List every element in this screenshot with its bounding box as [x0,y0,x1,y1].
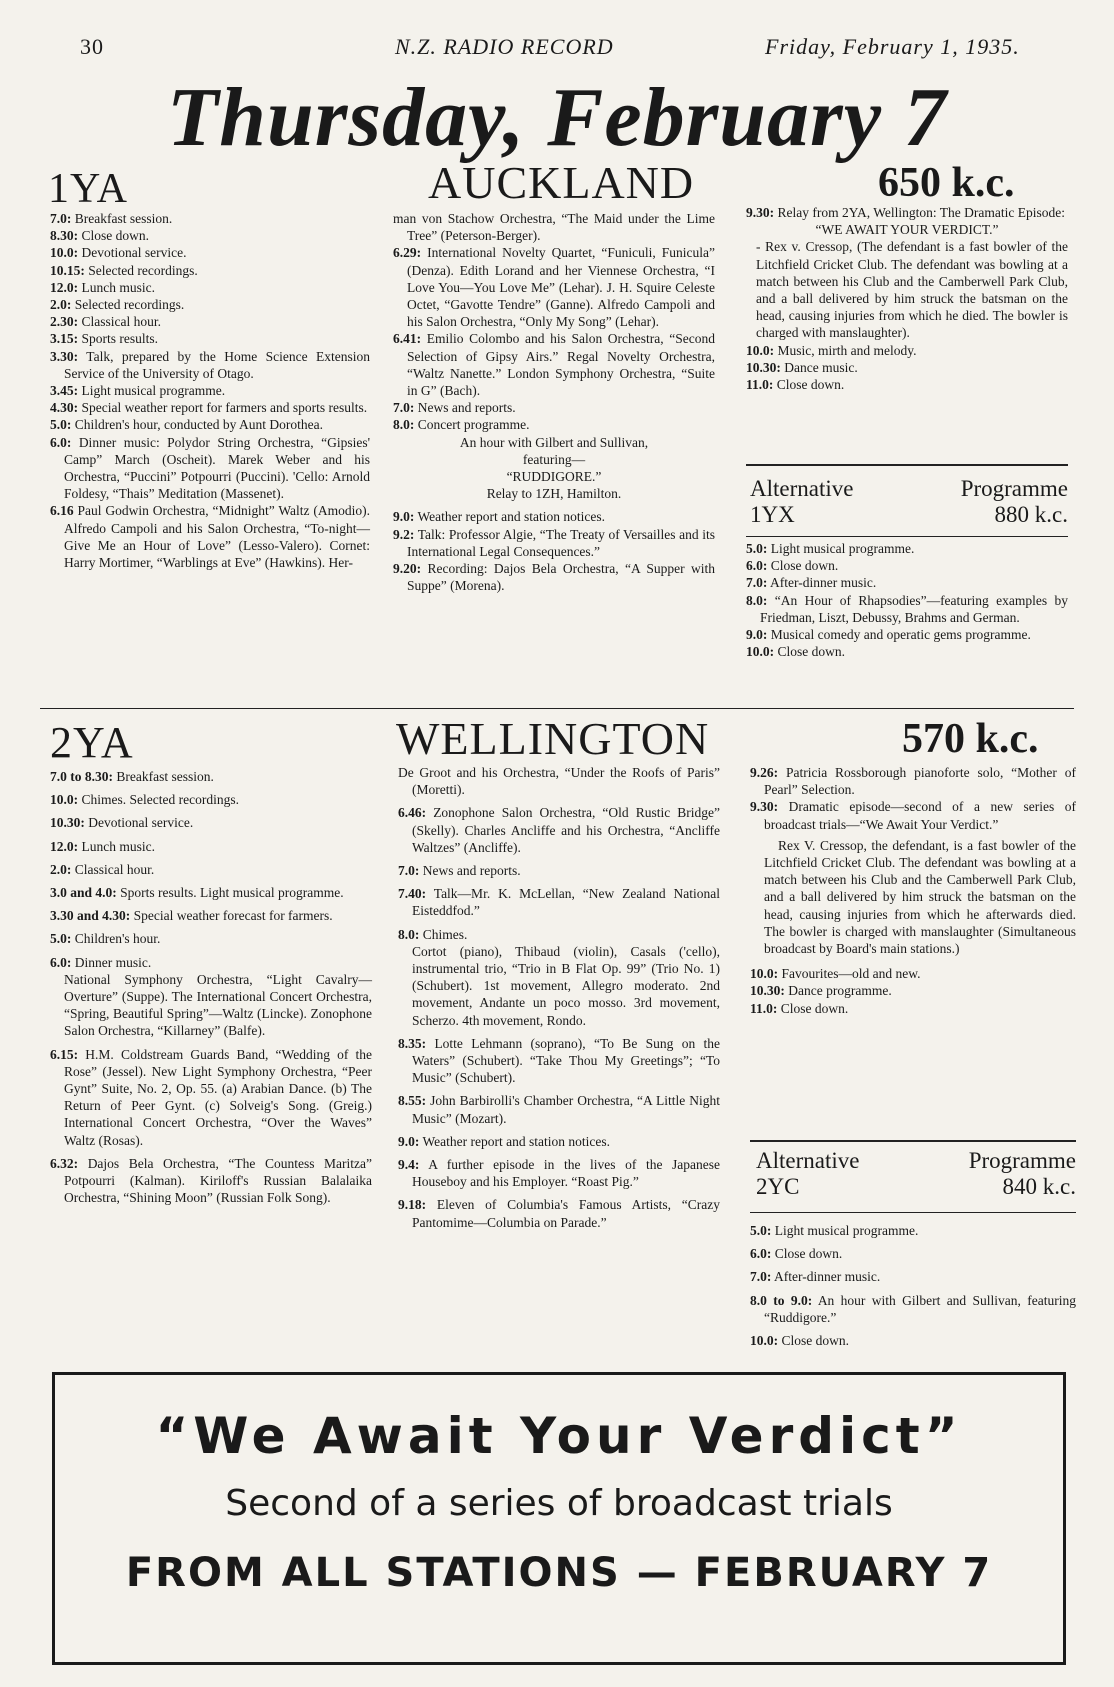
entry-time: 7.0 to 8.30: [50,769,113,784]
alt-label-1: Alternative [756,1148,860,1173]
schedule-entry [750,1222,1076,1239]
entry-time: 8.55: [398,1093,427,1109]
entry-text: Light musical programme. [774,1223,919,1238]
entry-time: 10.0: [50,245,79,261]
schedule-entry [50,244,370,261]
entry-text: News and reports. [417,400,516,416]
alt-label-2: Programme [968,1148,1076,1173]
entry-text: Chimes. Selected recordings. [81,792,239,808]
entry-time: 9.30: [750,799,779,815]
schedule-entry [398,926,720,943]
station-frequency-650: 650 k.c. [878,160,1015,206]
schedule-entry [750,1292,1076,1326]
entry-time: 6.0: [746,558,768,574]
entry-text: An hour with Gilbert and Sullivan, featuring “Ruddigore.” [764,1292,1076,1325]
schedule-entry [50,907,372,924]
schedule-column-2ya-2 [398,764,720,1237]
schedule-entry [50,296,370,313]
entry-time: 9.0: [746,627,768,643]
schedule-entry [393,560,715,594]
entry-time: 11.0: [750,1000,778,1016]
schedule-entry [50,1155,372,1207]
entry-text: Zonophone Salon Orchestra, “Old Rustic Bridge” (Skelly). Charles Ancliffe and his Orchestra, “Ancliffe Waltzes” (Ancliffe). [412,805,720,855]
episode-description: Rex V. Cressop, the defendant, is a fast bowler of the Litchfield Cricket Club. The defendant was bowling at a match between his Club and the Camberwell Park Club, and a ball delivered by him struck the batsman on the head, causing injuries from which he afterwards died. The bowler is charged with manslaughter (Simultaneous broadcast by Board's main stations.) [764,837,1076,957]
schedule-entry [746,540,1068,557]
entry-text: Close down. [781,1333,849,1349]
schedule-column-2ya-3 [750,764,1076,1017]
entry-text: Talk—Mr. K. McLellan, “New Zealand National Eisteddfod.” [412,886,720,919]
entry-time: 3.15: [50,331,79,347]
entry-time: 10.0: [746,644,775,660]
page-number: 30 [80,34,104,59]
alt-frequency: 880 k.c. [994,502,1068,527]
entry-time: 7.0: [393,400,415,416]
schedule-entry [50,279,370,296]
entry-text: Sports results. [81,331,159,347]
entry-time: 5.0: [746,541,768,556]
entry-time: 6.16 [50,503,74,519]
entry-time: 12.0: [50,279,79,295]
issue-date: Friday, February 1, 1935. [765,34,1020,59]
entry-time: 3.0 and 4.0: [50,885,117,901]
entry-time: 11.0: [746,377,774,393]
station-city-wellington: WELLINGTON [396,713,710,764]
trio-detail: Cortot (piano), Thibaud (violin), Casals ('cello), instrumental trio, “Trio in B Flat Op. 99” (Trio No. 1) (Schubert). 1st movement, Allegro moderato. 2nd movement, Andante un poco mosso. 3rd movement, Scherzo. 4th movement, Rondo. [412,943,720,1028]
entry-text: Close down. [776,377,845,393]
dinner-music-detail: National Symphony Orchestra, “Light Cavalry—Overture” (Suppe). The International Concert Orchestra, “Spring, Beautiful Spring”—Waltz (Lincke). Zonophone Salon Orchestra, “Killarney” (Balfe). [64,971,372,1039]
schedule-entry [50,768,372,785]
entry-time: 8.0 to 9.0: [750,1292,813,1308]
entry-text: De Groot and his Orchestra, “Under the Roofs of Paris” (Moretti). [398,765,720,798]
entry-time: 4.30: [50,400,79,416]
entry-time: 7.0: [746,575,768,591]
schedule-entry [746,643,1068,660]
station-call-1ya: 1YA [48,166,129,212]
concert-relay: Relay to 1ZH, Hamilton. [486,486,622,502]
entry-text: Light musical programme. [81,383,226,399]
schedule-entry [50,884,372,901]
schedule-entry [398,1133,720,1150]
schedule-entry [50,838,372,855]
schedule-entry [50,814,372,831]
entry-time: 5.0: [50,931,72,947]
entry-time: 9.26: [750,765,779,780]
schedule-entry [50,954,372,971]
schedule-entry [746,557,1068,574]
divider-rule [746,536,1068,537]
entry-text: Selected recordings. [88,262,198,278]
entry-text: Paul Godwin Orchestra, “Midnight” Waltz (Amodio). Alfredo Campoli and his Salon Orchestra, “To-night—Give Me an Hour of Love” (Lesso-Valero). Cornet: Harry Mortimer, “Warblings at Eve” (Hawkins). Her- [64,503,371,571]
schedule-entry [750,965,1076,982]
entry-time: 9.0: [398,1133,420,1149]
schedule-entry [50,348,370,382]
entry-time: 8.35: [398,1035,427,1051]
schedule-entry [50,399,370,416]
schedule-column-1ya-1 [50,210,370,571]
schedule-entry [398,862,720,879]
schedule-entry [393,330,715,399]
schedule-entry [50,930,372,947]
entry-text: Classical hour. [74,861,155,877]
schedule-entry [50,502,370,571]
entry-text: Close down. [774,1246,843,1262]
schedule-entry [50,791,372,808]
schedule-entry [393,508,715,525]
entry-text: Dinner music. [74,954,152,970]
entry-time: 9.0: [393,509,415,525]
entry-text: Selected recordings. [74,297,185,313]
entry-text: Dajos Bela Orchestra, “The Countess Maritza” Potpourri (Kalman). Kiriloff's Russian Balalaika Orchestra, “Shining Moon” (Russian Folk Song). [64,1155,372,1206]
schedule-entry [50,262,370,279]
entry-time: 10.0: [750,1333,779,1349]
entry-time: 9.2: [393,526,415,542]
episode-title: “WE AWAIT YOUR VERDICT.” [815,222,999,238]
entry-time: 10.0: [750,966,779,982]
schedule-entry [393,399,715,416]
schedule-entry [393,526,715,560]
alt-programme-2yc-heading [756,1148,1076,1208]
schedule-entry [746,376,1068,393]
schedule-entry [750,1332,1076,1349]
schedule-entry [50,416,370,433]
alt-label-2: Programme [960,476,1068,501]
schedule-entry [750,1268,1076,1285]
entry-time: 6.0: [50,434,72,450]
entry-time: 7.0: [750,1269,772,1285]
alt-programme-2yc-list [750,1222,1076,1355]
entry-time: 9.20: [393,561,422,577]
entry-time: 5.0: [50,417,72,433]
entry-text: Light musical programme. [770,541,915,556]
entry-text: Concert programme. [417,417,530,433]
advert-footer: FROM ALL STATIONS — FEBRUARY 7 [125,1550,993,1596]
alt-station: 1YX [750,502,795,527]
station-call-2ya: 2YA [50,718,134,767]
entry-text: Lunch music. [81,279,155,295]
entry-text: Dance programme. [788,983,892,999]
entry-time: 6.15: [50,1046,79,1062]
alt-programme-1yx-heading [750,476,1068,536]
entry-time: 5.0: [750,1223,772,1238]
entry-time: 2.30: [50,314,79,330]
entry-text: Music, mirth and melody. [777,342,917,358]
entry-text: Talk: Professor Algie, “The Treaty of Versailles and its International Legal Consequences.” [407,526,715,559]
schedule-entry [746,574,1068,591]
entry-text: Close down. [777,644,845,660]
entry-text: After-dinner music. [774,1269,881,1285]
entry-time: 10.15: [50,262,85,278]
concert-note: featuring— [522,451,586,467]
advert-title: “We Await Your Verdict” [155,1407,963,1465]
schedule-entry [750,1000,1076,1017]
alt-station: 2YC [756,1174,800,1199]
station-frequency-570: 570 k.c. [902,716,1039,762]
entry-text: Children's hour. [74,931,161,947]
schedule-entry [746,342,1068,359]
divider-rule [750,1212,1076,1213]
entry-text: Musical comedy and operatic gems programme. [770,627,1031,643]
entry-text: Close down. [81,228,149,244]
schedule-entry [50,434,370,503]
entry-time: 10.30: [50,815,85,831]
entry-time: 8.0: [393,417,415,433]
entry-text: Classical hour. [81,314,161,330]
entry-text: Talk, prepared by the Home Science Extension Service of the University of Otago. [64,348,370,381]
entry-time: 7.0: [50,211,72,226]
entry-text: Close down. [780,1000,849,1016]
schedule-entry [393,210,715,244]
entry-text: Weather report and station notices. [417,509,605,525]
schedule-entry [50,1046,372,1149]
entry-time: 8.30: [50,228,79,244]
divider-rule [746,464,1068,466]
episode-description: - Rex v. Cressop, (The defendant is a fast bowler of the Litchfield Cricket Club. The defendant was bowling at a match between his Club and the Camberwell Park Club, and a ball delivered by him struck the batsman on the head, causing injuries from which he died. The bowler is charged with manslaughter). [756,239,1068,341]
schedule-entry [398,764,720,798]
entry-time: 6.29: [393,245,422,261]
advert-subtitle: Second of a series of broadcast trials [225,1483,893,1524]
schedule-entry [750,982,1076,999]
entry-time: 3.30 and 4.30: [50,908,131,924]
entry-text: Relay from 2YA, Wellington: The Dramatic Episode: [777,205,1065,220]
entry-time: 2.0: [50,297,72,313]
entry-time: 12.0: [50,838,79,854]
entry-time: 2.0: [50,861,72,877]
schedule-column-1ya-2 [393,210,715,594]
schedule-entry [398,804,720,856]
entry-time: 10.0: [50,792,79,808]
schedule-entry [50,227,370,244]
entry-text: Favourites—old and new. [781,966,921,982]
entry-time: 8.0: [746,592,768,608]
entry-text: A further episode in the lives of the Japanese Houseboy and his Employer. “Roast Pig.” [412,1157,720,1190]
schedule-entry [393,244,715,330]
schedule-entry [398,1196,720,1230]
entry-text: Devotional service. [88,815,194,831]
entry-text: Lunch music. [81,838,155,854]
entry-text: Special weather report for farmers and sports results. [81,400,368,416]
entry-text: Sports results. Light musical programme. [120,885,344,901]
entry-text: News and reports. [422,863,521,879]
entry-text: Weather report and station notices. [422,1133,610,1149]
entry-time: 7.0: [398,863,420,879]
advert-box [52,1372,1066,1665]
schedule-entry [750,764,1076,798]
schedule-entry [750,1245,1076,1262]
entry-text: Breakfast session. [116,769,214,784]
schedule-entry [750,798,1076,832]
schedule-entry [746,359,1068,376]
schedule-entry [393,416,715,433]
entry-text: “An Hour of Rhapsodies”—featuring examples by Friedman, Liszt, Debussy, Brahms and German. [760,592,1069,625]
schedule-column-2ya-1 [50,768,372,1212]
entry-text: Close down. [770,558,839,574]
entry-text: Patricia Rossborough pianoforte solo, “Mother of Pearl” Selection. [764,765,1076,798]
entry-time: 10.30: [746,359,781,375]
entry-text: H.M. Coldstream Guards Band, “Wedding of the Rose” (Jessel). New Light Symphony Orchestra, “Peer Gynt” Suite, No. 2, Op. 55. (a) Arabian Dance. (b) The Return of Peer Gynt. (c) Solveig's Song. (Greig.) International Concert Orchestra, “Over the Waves” Waltz (Rosas). [64,1046,372,1148]
entry-text: Eleven of Columbia's Famous Artists, “Crazy Pantomime—Columbia on Parade.” [412,1197,720,1230]
entry-time: 3.45: [50,383,79,399]
schedule-entry [746,592,1068,626]
concert-title: “RUDDIGORE.” [506,469,602,485]
schedule-entry [398,1035,720,1087]
schedule-entry [746,626,1068,643]
magazine-title: N.Z. RADIO RECORD [395,34,614,59]
entry-text: Dinner music: Polydor String Orchestra, “Gipsies' Camp” March (Oscheit). Marek Weber and his Orchestra, “Puccini” Potpourri (Puccini). 'Cello: Arnold Foldesy, “Thais” Meditation (Massenet). [64,434,371,502]
alt-label-1: Alternative [750,476,854,501]
entry-time: 10.30: [750,983,785,999]
entry-text: International Novelty Quartet, “Funiculi, Funicula” (Denza). Edith Lorand and her Viennese Orchestra, “I Love You—You Love Me” (Lehar). J. H. Squire Celeste Octet, “Gavotte Tendre” (Ganne). Alfredo Campoli and his Salon Orchestra, “Only My Song” (Lehar). [407,245,715,330]
schedule-entry [398,1092,720,1126]
concert-note: An hour with Gilbert and Sullivan, [459,434,649,450]
entry-text: Dramatic episode—second of a new series of broadcast trials—“We Await Your Verdict.” [764,799,1076,832]
section-divider [40,708,1074,709]
entry-text: Chimes. [422,926,468,942]
schedule-entry [398,1156,720,1190]
entry-text: Recording: Dajos Bela Orchestra, “A Supper with Suppe” (Morena). [407,561,716,594]
entry-time: 6.46: [398,805,427,821]
entry-text: Breakfast session. [74,211,173,226]
day-title: Thursday, February 7 [167,71,947,164]
entry-text: After-dinner music. [770,575,877,591]
divider-rule [750,1140,1076,1142]
schedule-entry [50,861,372,878]
schedule-entry [398,885,720,919]
entry-text: Dance music. [784,359,858,375]
entry-time: 10.0: [746,342,775,358]
alt-frequency: 840 k.c. [1002,1174,1076,1199]
entry-text: John Barbirolli's Chamber Orchestra, “A Little Night Music” (Mozart). [412,1093,721,1126]
entry-time: 3.30: [50,348,79,364]
entry-time: 9.18: [398,1197,427,1213]
schedule-column-1ya-3 [746,204,1068,393]
schedule-entry [50,210,370,227]
entry-text: Emilio Colombo and his Salon Orchestra, “Second Selection of Gipsy Airs.” Regal Novelty Orchestra, “Waltz Nanette.” London Symphony Orchestra, “Suite in G” (Bach). [407,331,716,399]
entry-time: 6.41: [393,331,422,347]
schedule-entry [50,382,370,399]
schedule-entry [50,330,370,347]
entry-time: 8.0: [398,926,420,942]
schedule-entry [746,204,1068,221]
schedule-entry [50,313,370,330]
entry-text: Devotional service. [81,245,187,261]
entry-time: 9.4: [398,1157,420,1173]
entry-time: 6.0: [50,954,72,970]
station-city-auckland: AUCKLAND [428,157,695,208]
entry-time: 6.32: [50,1155,79,1171]
entry-time: 9.30: [746,205,775,220]
entry-text: Children's hour, conducted by Aunt Dorothea. [74,417,323,433]
entry-text: man von Stachow Orchestra, “The Maid under the Lime Tree” (Peterson-Berger). [393,211,715,244]
entry-time: 6.0: [750,1246,772,1262]
alt-programme-1yx-list [746,540,1068,660]
entry-time: 7.40: [398,886,427,902]
entry-text: Special weather forecast for farmers. [133,908,333,924]
entry-text: Lotte Lehmann (soprano), “To Be Sung on the Waters” (Schubert). “Take Thou My Greetings”; “To Music” (Schubert). [412,1035,720,1086]
